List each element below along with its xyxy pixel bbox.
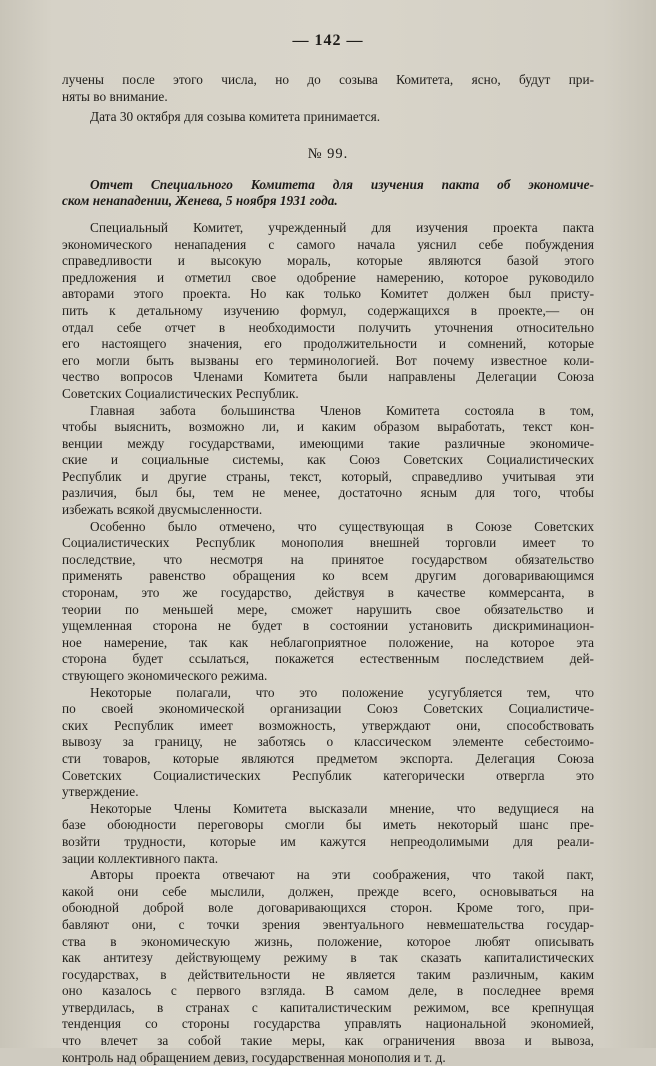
text-line: Социалистических Республик монополия внешней торговли имеет то <box>62 535 594 551</box>
text-line: какой они себе мыслили, должен, прежде всего, основываться на <box>62 883 594 899</box>
body-text <box>62 220 594 1066</box>
text-line: оно казалось с первого взгляда. В самом деле, в последнее время <box>62 983 594 999</box>
text-line: сти товаров, которые являются предметом экспорта. Делегация Союза <box>62 750 594 766</box>
text-line: вывозу за границу, не заботясь о классическом элементе себестоимо- <box>62 734 594 750</box>
text-line: предложения и отметил свое одобрение намерению, которое руководило <box>62 269 594 285</box>
text-line: теории по меньшей мере, сможет нарушить свое обязательство и <box>62 601 594 617</box>
text-line: по своей экономической организации Союз Советских Социалистиче- <box>62 701 594 717</box>
text-line: лучены после этого числа, но до созыва Комитета, ясно, будут при- <box>62 72 594 87</box>
text-line: справедливости и высокую мораль, которые являются базой этого <box>62 253 594 269</box>
text-line: пить к детальному изучению формул, содержащихся в проекте,— он <box>62 302 594 318</box>
text-line: сторона будет ссылаться, покажется естественным последствием дей- <box>62 651 594 667</box>
text-line: государствах, в действительности не является таким различным, каким <box>62 966 594 982</box>
text-line: ствующего экономического режима. <box>62 668 268 683</box>
text-line: избежать всякой двусмысленности. <box>62 502 263 518</box>
text-line: обоюдной доброй воле договаривающихся сторон. Кроме того, при- <box>62 900 594 916</box>
title-line: Отчет Специального Комитета для изучения пакта об экономиче- <box>90 176 594 192</box>
text-line: применять равенство обращения ко всем другим договаривающимся <box>62 568 594 584</box>
text-line: тенденция со стороны государства управлять национальной экономией, <box>62 1016 594 1032</box>
text-line: Некоторые полагали, что это положение усугубляется тем, что <box>90 684 594 700</box>
text-line: утвердилась, в странах с капиталистическим режимом, все крепнущая <box>62 999 594 1015</box>
text-line: его могли быть вызваны его терминологией. Вот почему известное коли- <box>62 352 594 368</box>
text-line: ские и социальные системы, как Союз Советских Социалистических <box>62 452 594 468</box>
text-line: Советских Социалистических Республик категорически отвергла это <box>62 767 594 783</box>
text-line: его настоящего значения, его продолжительности и сомнений, которые <box>62 336 594 352</box>
document-number: № 99. <box>307 145 349 162</box>
text-line: бавляют они, с точки зрения эвентуального невмешательства государ- <box>62 916 594 932</box>
text-line: ное намерение, так как неблагоприятное положение, на которое эта <box>62 634 594 650</box>
text-line: базе обоюдности переговоры смогли бы иметь некоторый шанс пре- <box>62 817 594 833</box>
intro-paragraph-2 <box>62 109 594 126</box>
text-line: авторами этого проекта. Но как только Комитет должен был присту- <box>62 286 594 302</box>
text-line: возйти трудности, которые им кажутся непреодолимыми для реали- <box>62 833 594 849</box>
text-line: утверждение. <box>62 784 139 800</box>
paragraph <box>62 519 594 685</box>
text-line: няты во внимание. <box>62 88 168 104</box>
text-line: контроль над обращением девиз, государственная монополия и т. д. <box>62 1049 446 1065</box>
text-line: венции между государствами, имеющими такие различные экономиче- <box>62 435 594 451</box>
text-line: ущемленная сторона не будет в состоянии установить дискриминацион- <box>62 618 594 634</box>
text-line: как антитезу действующему режиму в так сказать капиталистических <box>62 950 594 966</box>
page-content <box>62 32 594 1066</box>
text-line: последствие, что несмотря на принятое государством обязательство <box>62 551 594 567</box>
text-line: экономического ненападения с самого начала уяснил себе побуждения <box>62 236 594 252</box>
text-line: зации коллективного пакта. <box>62 850 219 866</box>
text-line: Советских Социалистических Республик. <box>62 385 299 401</box>
text-line: Дата 30 октября для созыва комитета принимается. <box>90 109 381 125</box>
paragraph <box>62 220 594 403</box>
text-line: Некоторые Члены Комитета высказали мнение, что ведущиеся на <box>90 800 594 816</box>
text-line: Главная забота большинства Членов Комитета состояла в том, <box>90 402 594 418</box>
paragraph <box>62 403 594 519</box>
text-line: ских Республик имеет возможность, утверждают они, способствовать <box>62 717 594 733</box>
text-line: отдал себе отчет в необходимости получить уточнения относительно <box>62 319 594 335</box>
text-line: Особенно было отмечено, что существующая в Союзе Советских <box>90 518 594 534</box>
paragraph <box>62 685 594 801</box>
text-line: чество вопросов Членами Комитета были направлены Делегации Союза <box>62 369 594 385</box>
text-line: Специальный Комитет, учрежденный для изучения проекта пакта <box>90 219 594 235</box>
text-line: ства в экономическую жизнь, положение, которое любят описывать <box>62 933 594 949</box>
title-line: ском ненападении, Женева, 5 ноября 1931 года. <box>62 193 338 209</box>
paragraph <box>62 801 594 867</box>
text-line: Республик и другие страны, текст, который, справедливо учитывая эти <box>62 468 594 484</box>
document-title <box>62 177 594 210</box>
text-line: сторонам, это же государство, действуя в качестве коммерсанта, в <box>62 585 594 601</box>
text-line: чтобы выяснить, возможно ли, и каким образом выработать, текст кон- <box>62 419 594 435</box>
paragraph <box>62 867 594 1066</box>
text-line: различия, был бы, тем не менее, достаточно ясным для того, чтобы <box>62 485 594 501</box>
intro-paragraph <box>62 72 594 105</box>
text-line: Авторы проекта отвечают на эти соображения, что такой пакт, <box>90 867 594 883</box>
text-line: что влечет за собой такие меры, как ограничения ввоза и вывоза, <box>62 1033 594 1049</box>
page-number: — 142 — <box>292 32 364 49</box>
